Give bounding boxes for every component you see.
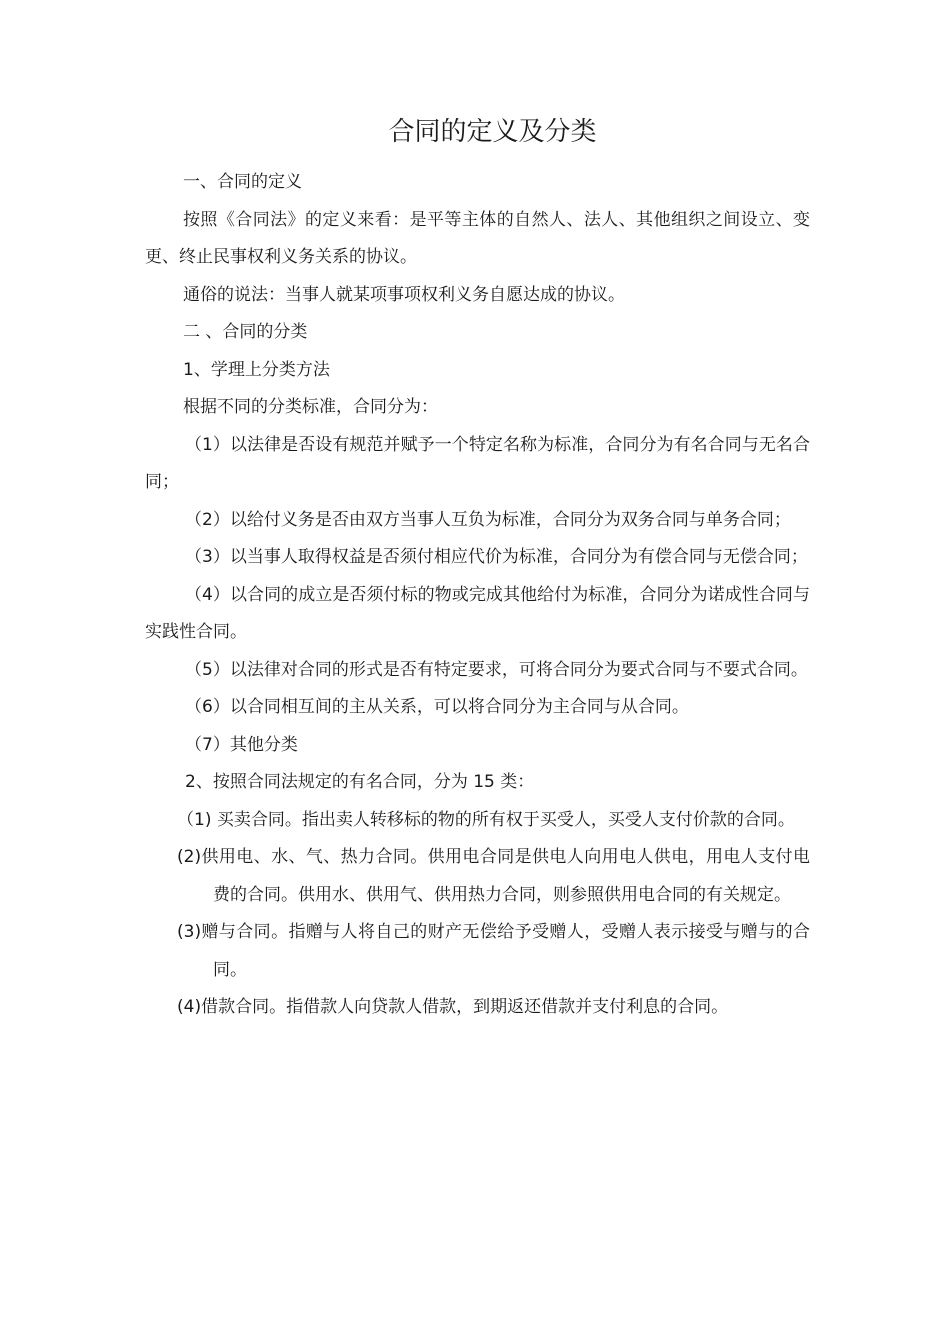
section-heading-classification: 二 、合同的分类 bbox=[183, 322, 308, 342]
subheading-academic: 1、学理上分类方法 bbox=[183, 359, 330, 380]
document-body bbox=[145, 164, 810, 1027]
section-heading-definition: 一、合同的定义 bbox=[183, 172, 302, 192]
list-item-academic-7: （7）其他分类 bbox=[185, 734, 298, 755]
list-item-academic-5: （5）以法律对合同的形式是否有特定要求，可将合同分为要式合同与不要式合同。 bbox=[185, 659, 808, 680]
list-item-academic-6: （6）以合同相互间的主从关系，可以将合同分为主合同与从合同。 bbox=[185, 697, 689, 717]
list-item-named-4: (4)借款合同。指借款人向贷款人借款，到期返还借款并支付利息的合同。 bbox=[177, 997, 729, 1017]
list-item-academic-4: （4）以合同的成立是否须付标的物或完成其他给付为标准，合同分为诺成性合同与实践性合同。 bbox=[145, 584, 810, 642]
paragraph-classification-intro: 根据不同的分类标准，合同分为： bbox=[183, 397, 438, 417]
list-item-named-2: (2)供用电、水、气、热力合同。供用电合同是供电人向用电人供电，用电人支付电费的合同。供用水、供用气、供用热力合同，则参照供用电合同的有关规定。 bbox=[177, 847, 810, 905]
paragraph-definition-plain: 通俗的说法：当事人就某项事项权利义务自愿达成的协议。 bbox=[183, 284, 625, 305]
paragraph-definition-law: 按照《合同法》的定义来看：是平等主体的自然人、法人、其他组织之间设立、变更、终止民事权利义务关系的协议。 bbox=[145, 209, 810, 267]
list-item-academic-3: （3）以当事人取得权益是否须付相应代价为标准，合同分为有偿合同与无偿合同； bbox=[185, 547, 808, 567]
document-title: 合同的定义及分类 bbox=[388, 117, 597, 147]
list-item-academic-2: （2）以给付义务是否由双方当事人互负为标准，合同分为双务合同与单务合同； bbox=[185, 509, 791, 530]
list-item-named-3: (3)赠与合同。指赠与人将自己的财产无偿给予受赠人，受赠人表示接受与赠与的合同。 bbox=[177, 922, 810, 980]
list-item-academic-1: （1）以法律是否设有规范并赋予一个特定名称为标准，合同分为有名合同与无名合同； bbox=[145, 434, 810, 492]
list-item-named-1: （1) 买卖合同。指出卖人转移标的物的所有权于买受人，买受人支付价款的合同。 bbox=[177, 809, 795, 830]
subheading-named-contracts: 2、按照合同法规定的有名合同，分为 15 类： bbox=[185, 772, 535, 792]
